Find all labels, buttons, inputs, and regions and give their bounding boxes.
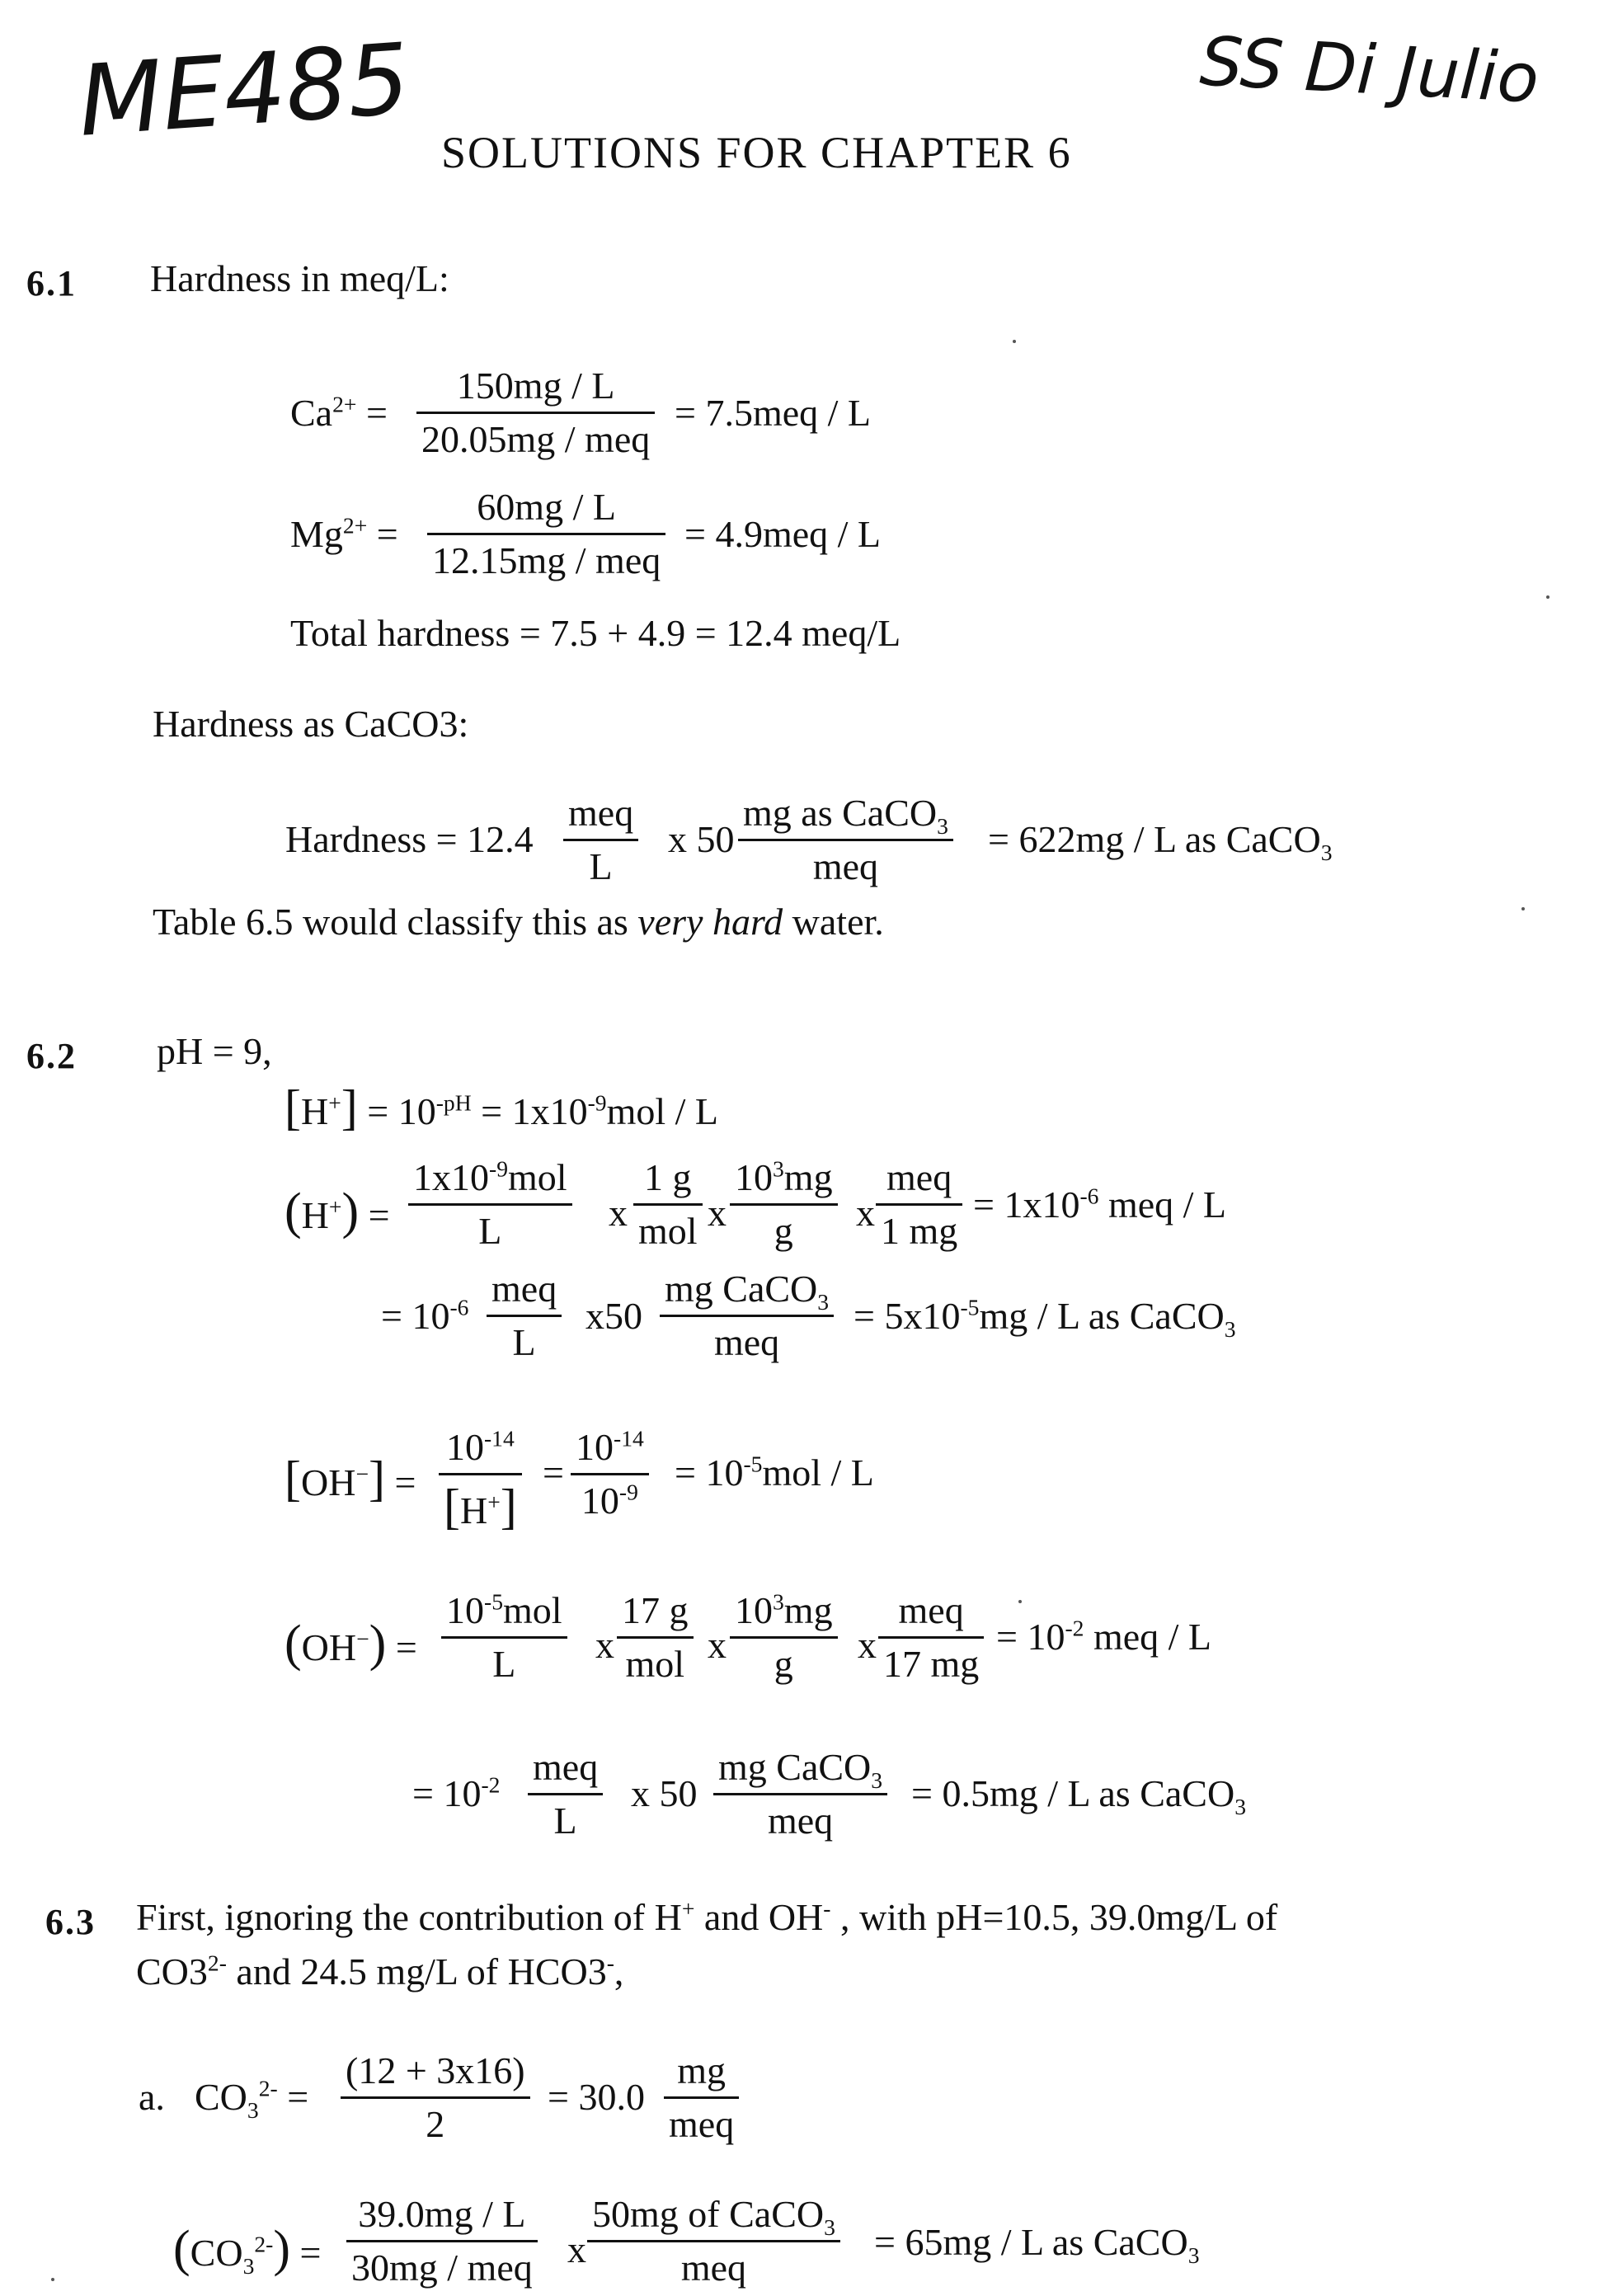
problem-6-2-number: 6.2: [26, 1036, 77, 1076]
times-sign: x: [609, 1192, 628, 1234]
ca-result: = 7.5meq / L: [675, 392, 872, 434]
h-frac-g-mol: 1 g mol: [633, 1159, 703, 1250]
problem-6-3-line2: $CO3^{2-}$ and 24.5 mg/L of HCO3-,: [136, 1950, 624, 1993]
times-sign: x: [708, 1192, 727, 1234]
h-caco3-lhs: = $10^{-6}$: [381, 1294, 469, 1337]
oh-caco3-times-50: x 50: [631, 1772, 698, 1814]
oh-activity-lhs: (OH−) =: [285, 1616, 417, 1672]
part-b-result: = 65mg / L as CaCO$_3$: [874, 2221, 1200, 2269]
equals-sign: =: [543, 1451, 564, 1494]
h-caco3-frac: mg CaCO$_3$ meq: [660, 1270, 834, 1362]
problem-6-3-number: 6.3: [45, 1902, 96, 1942]
part-a-fraction: (12 + 3x16) 2: [341, 2052, 530, 2143]
page-title: SOLUTIONS FOR CHAPTER 6: [441, 128, 1072, 177]
times-sign: x: [856, 1192, 875, 1234]
oh-caco3-lhs: = $10^{-2}$: [412, 1771, 501, 1814]
mg-equation-lhs: $Mg^{2+}$ =: [290, 512, 398, 555]
oh-frac-meq-mg: meq 17 mg: [878, 1592, 984, 1683]
course-handwritten: ME485: [74, 21, 413, 158]
h-caco3-times-50: x50: [585, 1295, 642, 1337]
ca-equation-lhs: $Ca^{2+}$ =: [290, 391, 388, 434]
h-caco3-frac-meq-l: meq L: [487, 1270, 562, 1362]
oh-caco3-frac: mg CaCO$_3$ meq: [713, 1748, 887, 1840]
ca-fraction: 150mg / L 20.05mg / meq: [416, 367, 655, 459]
h-caco3-result: = $5x10^{-5}mg$ / L as CaCO$_3$: [854, 1294, 1236, 1343]
part-a-equals-30: = 30.0: [548, 2076, 645, 2118]
part-a-lhs: $CO_3^{2-}$ =: [195, 2075, 309, 2124]
problem-6-3-line1: First, ignoring the contribution of H+ and OH- , with pH=10.5, 39.0mg/L of: [136, 1895, 1278, 1938]
total-hardness: Total hardness = 7.5 + 4.9 = 12.4 meq/L: [290, 612, 901, 654]
h-activity-result: = $1x10^{-6}$ meq / L: [973, 1183, 1227, 1226]
h-activity-lhs: (H+) =: [285, 1183, 390, 1240]
times-sign: x: [858, 1624, 877, 1666]
part-b-fraction-mg-l: 39.0mg / L 30mg / meq: [346, 2195, 538, 2287]
scan-speck: [1521, 907, 1525, 910]
mg-result: = 4.9meq / L: [684, 513, 882, 555]
oh-concentration-lhs: [OH−] =: [285, 1451, 416, 1506]
scan-speck: [1018, 1600, 1022, 1603]
part-b-fraction-caco3: 50mg of CaCO$_3$ meq: [587, 2195, 840, 2287]
oh-frac-kw-h: $10^{-14}$ [H+]: [439, 1428, 522, 1531]
oh-frac-kw-10-9: $10^{-14}$ $10^{-9}$: [571, 1428, 649, 1520]
h-concentration: $[H^+] = 10^{-pH} = 1x10^{-9}mol / L$: [285, 1080, 719, 1135]
author-handwritten: SS Di Julio: [1197, 22, 1541, 119]
oh-frac-mg-g: $10^3mg$ g: [730, 1592, 838, 1683]
problem-6-1-heading: Hardness in meq/L:: [150, 257, 449, 299]
oh-concentration-result: = $10^{-5}mol$ / L: [675, 1451, 874, 1494]
hardness-result: = 622mg / L as CaCO$_3$: [988, 818, 1333, 866]
problem-6-1-number: 6.1: [26, 263, 77, 303]
scan-speck: [1013, 340, 1016, 343]
oh-caco3-frac-meq-l: meq L: [528, 1748, 603, 1840]
hardness-lhs: Hardness = 12.4: [285, 818, 534, 860]
times-sign: x: [567, 2228, 586, 2270]
h-frac-meq-mg: meq 1 mg: [876, 1159, 962, 1250]
part-a-fraction-mg-meq: mg meq: [664, 2052, 739, 2143]
part-a-label: a.: [139, 2076, 165, 2118]
ph-value: pH = 9,: [157, 1030, 272, 1072]
h-frac-mg-g: $10^3mg$ g: [730, 1159, 838, 1250]
times-sign: x: [708, 1624, 727, 1666]
hardness-fraction-caco3: mg as CaCO$_3$ meq: [738, 794, 953, 886]
oh-caco3-result: = 0.5mg / L as CaCO$_3$: [911, 1772, 1247, 1820]
oh-frac-g-mol: 17 g mol: [617, 1592, 694, 1683]
times-sign: x: [595, 1624, 614, 1666]
h-frac-mol-l: $1x10^{-9}mol$ L: [408, 1159, 572, 1250]
scan-speck: [1546, 595, 1550, 599]
oh-activity-result: = $10^{-2}$ meq / L: [996, 1615, 1212, 1658]
scan-speck: [51, 2278, 54, 2281]
hardness-fraction-meq-l: meq L: [563, 794, 638, 886]
hardness-times-50: x 50: [668, 818, 735, 860]
part-b-lhs: $(CO_3^{2-})$ =: [173, 2221, 322, 2280]
hardness-caco3-heading: Hardness as CaCO3:: [153, 703, 469, 745]
oh-frac-mol-l: $10^{-5}mol$ L: [441, 1592, 567, 1683]
table-classification: Table 6.5 would classify this as very hard water.: [153, 901, 884, 943]
mg-fraction: 60mg / L 12.15mg / meq: [427, 488, 665, 580]
